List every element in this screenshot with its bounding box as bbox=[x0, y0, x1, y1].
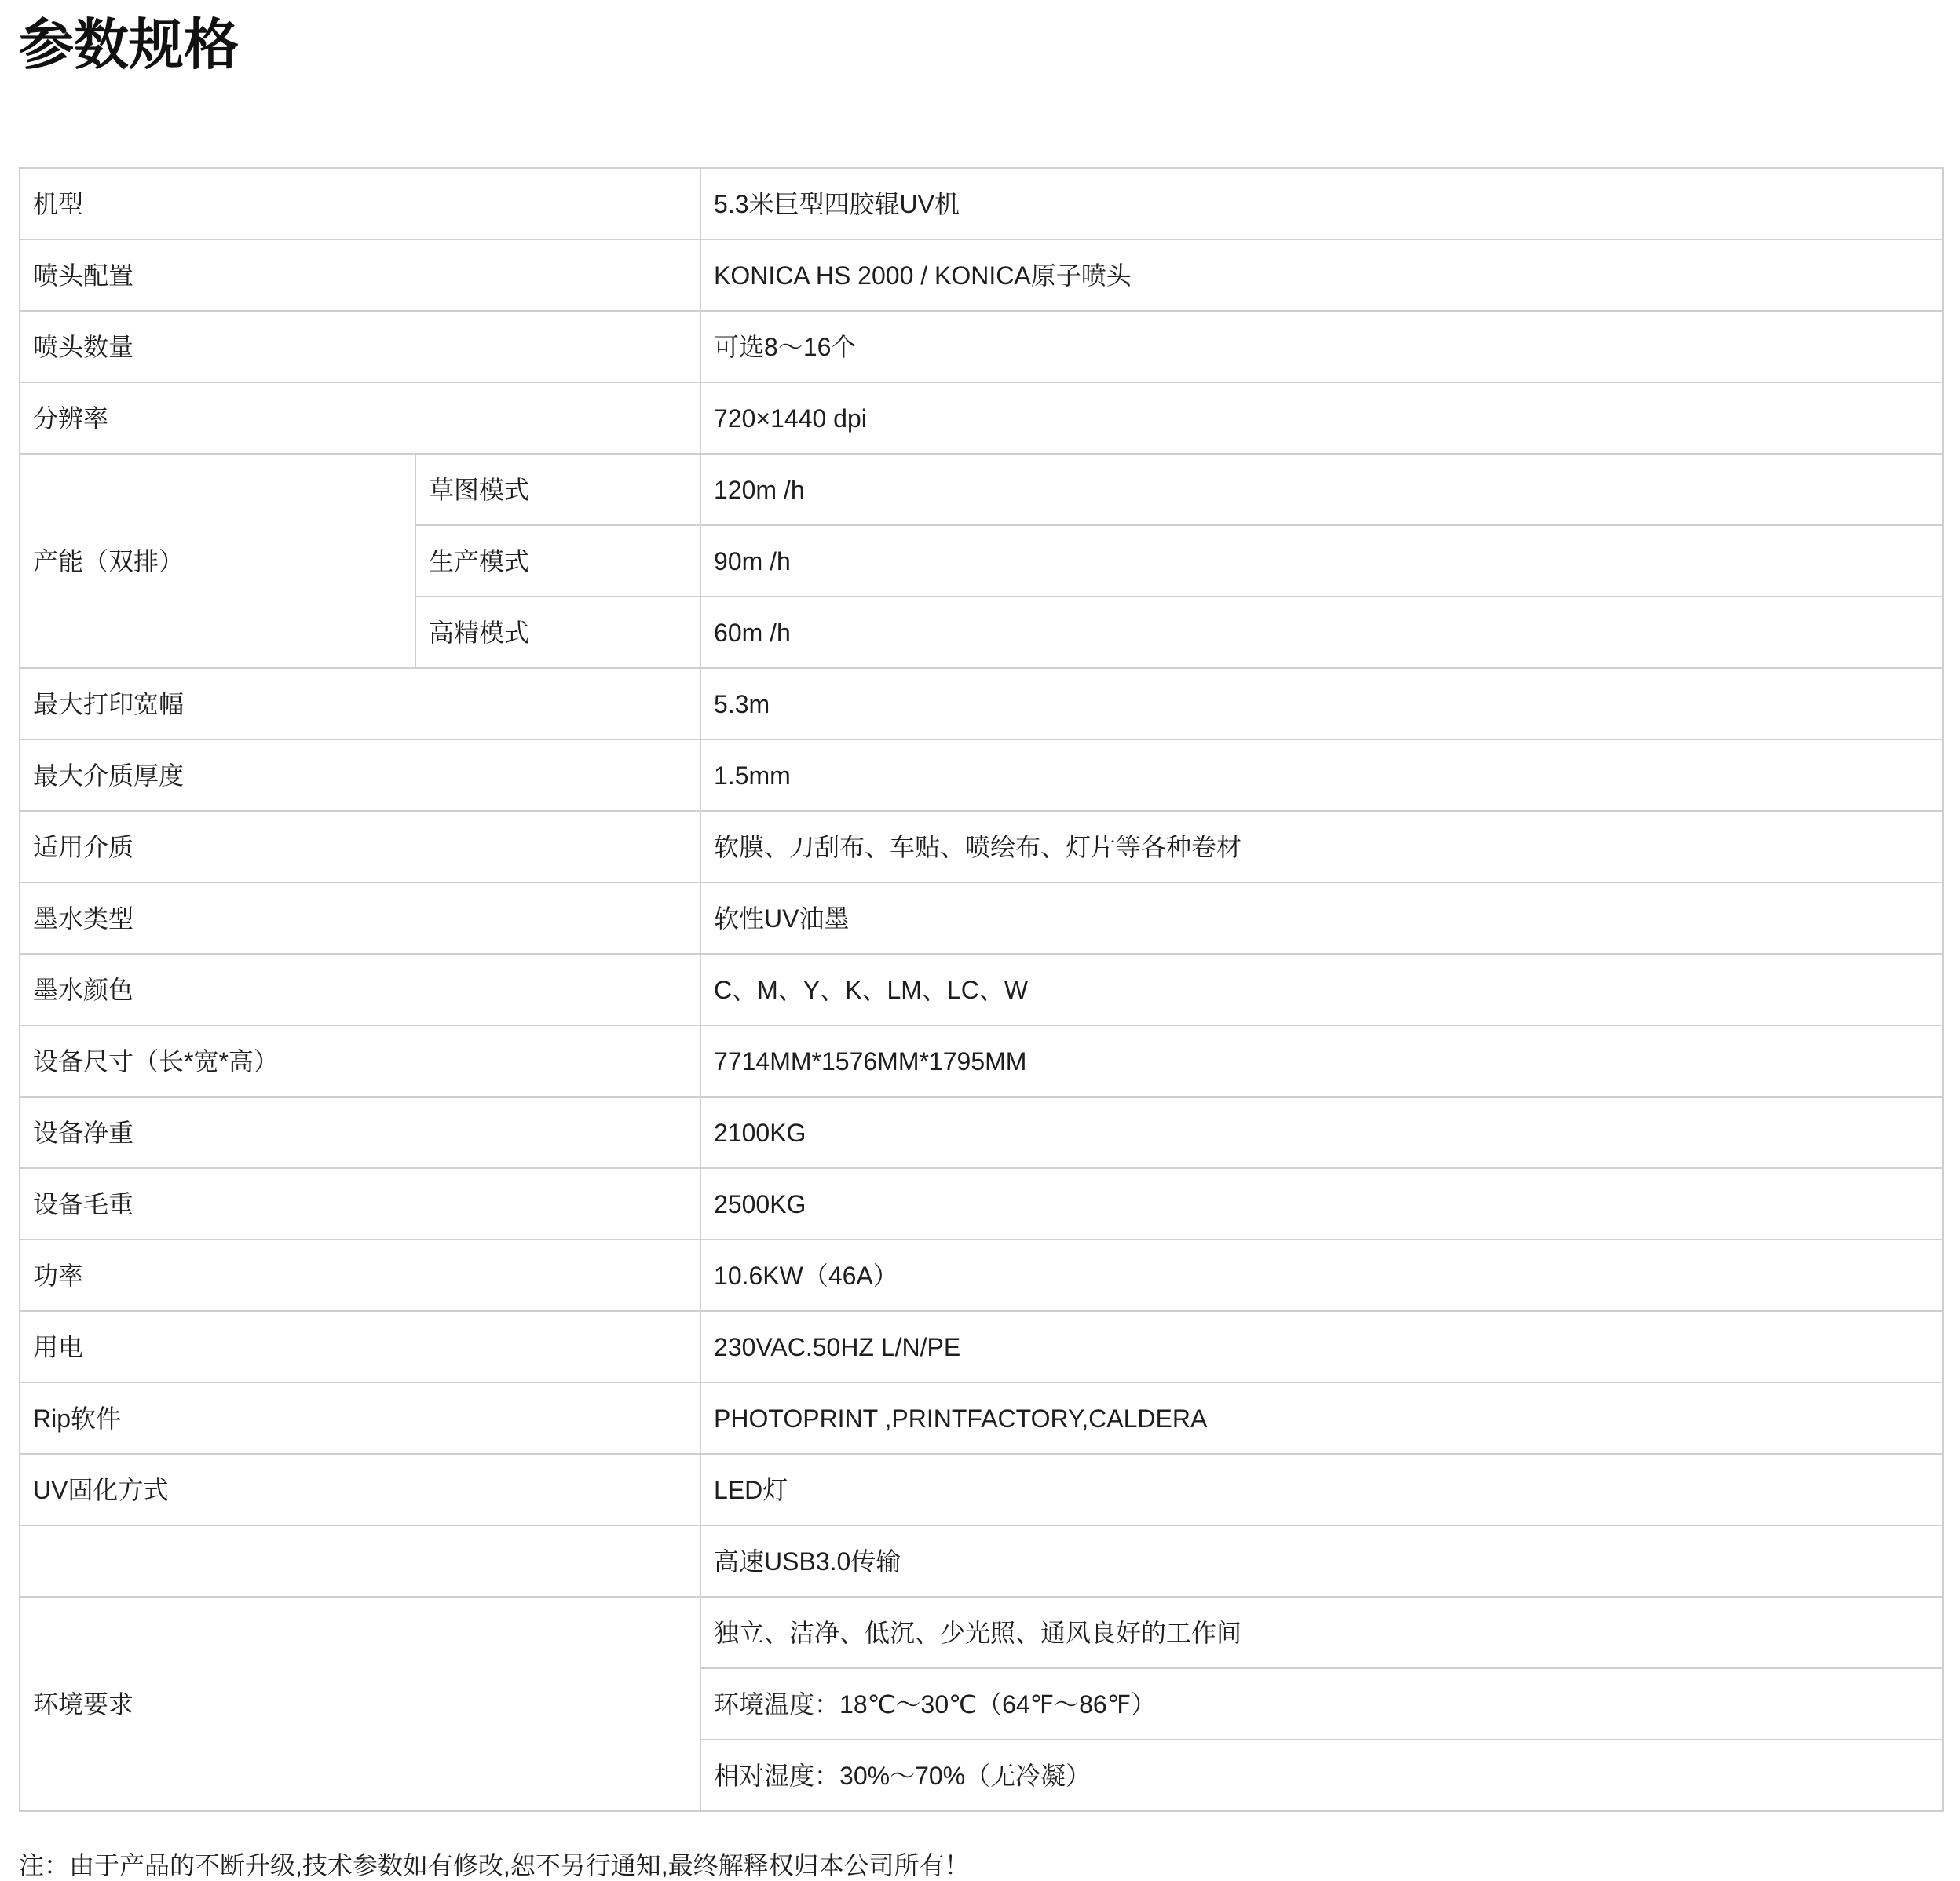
table-row bbox=[20, 740, 1943, 811]
spec-label: UV固化方式 bbox=[20, 1454, 700, 1525]
table-row bbox=[20, 1168, 1943, 1240]
spec-label: 最大介质厚度 bbox=[20, 740, 700, 811]
footnote: 注：由于产品的不断升级,技术参数如有修改,恕不另行通知,最终解释权归本公司所有！ bbox=[19, 1851, 970, 1879]
table-row bbox=[20, 1382, 1943, 1454]
spec-value: 230VAC.50HZ L/N/PE bbox=[700, 1311, 1943, 1382]
spec-label: 用电 bbox=[20, 1311, 700, 1382]
page-title: 参数规格 bbox=[19, 14, 239, 75]
table-row bbox=[20, 882, 1943, 954]
table-row bbox=[20, 454, 1943, 525]
table-row bbox=[20, 239, 1943, 311]
table-row bbox=[20, 1097, 1943, 1168]
table-row bbox=[20, 1025, 1943, 1097]
spec-label: 设备毛重 bbox=[20, 1168, 700, 1240]
spec-label: 设备尺寸（长*宽*高） bbox=[20, 1025, 700, 1097]
spec-value: 2100KG bbox=[700, 1097, 1943, 1168]
spec-value: 5.3m bbox=[700, 668, 1943, 740]
spec-label: Rip软件 bbox=[20, 1382, 700, 1454]
table-row bbox=[20, 811, 1943, 882]
table-row bbox=[20, 382, 1943, 454]
table-row bbox=[20, 668, 1943, 740]
spec-label: 功率 bbox=[20, 1240, 700, 1311]
spec-label: 墨水颜色 bbox=[20, 954, 700, 1025]
spec-value: 720×1440 dpi bbox=[700, 382, 1943, 454]
spec-label: 喷头数量 bbox=[20, 311, 700, 382]
table-row bbox=[20, 954, 1943, 1025]
spec-value: 高速USB3.0传输 bbox=[700, 1525, 1943, 1597]
spec-label: 最大打印宽幅 bbox=[20, 668, 700, 740]
spec-value: LED灯 bbox=[700, 1454, 1943, 1525]
spec-table bbox=[19, 167, 1944, 1812]
capacity-mode-name: 草图模式 bbox=[415, 454, 700, 525]
spec-value: 5.3米巨型四胶辊UV机 bbox=[700, 168, 1943, 239]
table-row bbox=[20, 311, 1943, 382]
table-row bbox=[20, 1240, 1943, 1311]
capacity-mode-name: 高精模式 bbox=[415, 597, 700, 668]
table-row bbox=[20, 1597, 1943, 1668]
capacity-mode-value: 60m /h bbox=[700, 597, 1943, 668]
environment-label: 环境要求 bbox=[20, 1597, 700, 1811]
environment-item: 相对湿度：30%～70%（无冷凝） bbox=[700, 1740, 1943, 1811]
spec-value: 1.5mm bbox=[700, 740, 1943, 811]
capacity-label: 产能（双排） bbox=[20, 454, 415, 668]
capacity-mode-name: 生产模式 bbox=[415, 525, 700, 597]
capacity-mode-value: 90m /h bbox=[700, 525, 1943, 597]
table-row bbox=[20, 168, 1943, 239]
spec-label: 喷头配置 bbox=[20, 239, 700, 311]
spec-value: PHOTOPRINT ,PRINTFACTORY,CALDERA bbox=[700, 1382, 1943, 1454]
spec-value: 10.6KW（46A） bbox=[700, 1240, 1943, 1311]
capacity-mode-value: 120m /h bbox=[700, 454, 1943, 525]
spec-value: 软膜、刀刮布、车贴、喷绘布、灯片等各种卷材 bbox=[700, 811, 1943, 882]
environment-item: 环境温度：18℃～30℃（64℉～86℉） bbox=[700, 1668, 1943, 1740]
spec-label: 分辨率 bbox=[20, 382, 700, 454]
spec-value: 2500KG bbox=[700, 1168, 1943, 1240]
environment-item: 独立、洁净、低沉、少光照、通风良好的工作间 bbox=[700, 1597, 1943, 1668]
table-row bbox=[20, 1525, 1943, 1597]
spec-value: KONICA HS 2000 / KONICA原子喷头 bbox=[700, 239, 1943, 311]
spec-value: 软性UV油墨 bbox=[700, 882, 1943, 954]
spec-label: 机型 bbox=[20, 168, 700, 239]
spec-value: 7714MM*1576MM*1795MM bbox=[700, 1025, 1943, 1097]
table-row bbox=[20, 1454, 1943, 1525]
spec-value: C、M、Y、K、LM、LC、W bbox=[700, 954, 1943, 1025]
table-row bbox=[20, 1311, 1943, 1382]
spec-label: 设备净重 bbox=[20, 1097, 700, 1168]
spec-label bbox=[20, 1525, 700, 1597]
spec-label: 适用介质 bbox=[20, 811, 700, 882]
spec-value: 可选8～16个 bbox=[700, 311, 1943, 382]
spec-label: 墨水类型 bbox=[20, 882, 700, 954]
